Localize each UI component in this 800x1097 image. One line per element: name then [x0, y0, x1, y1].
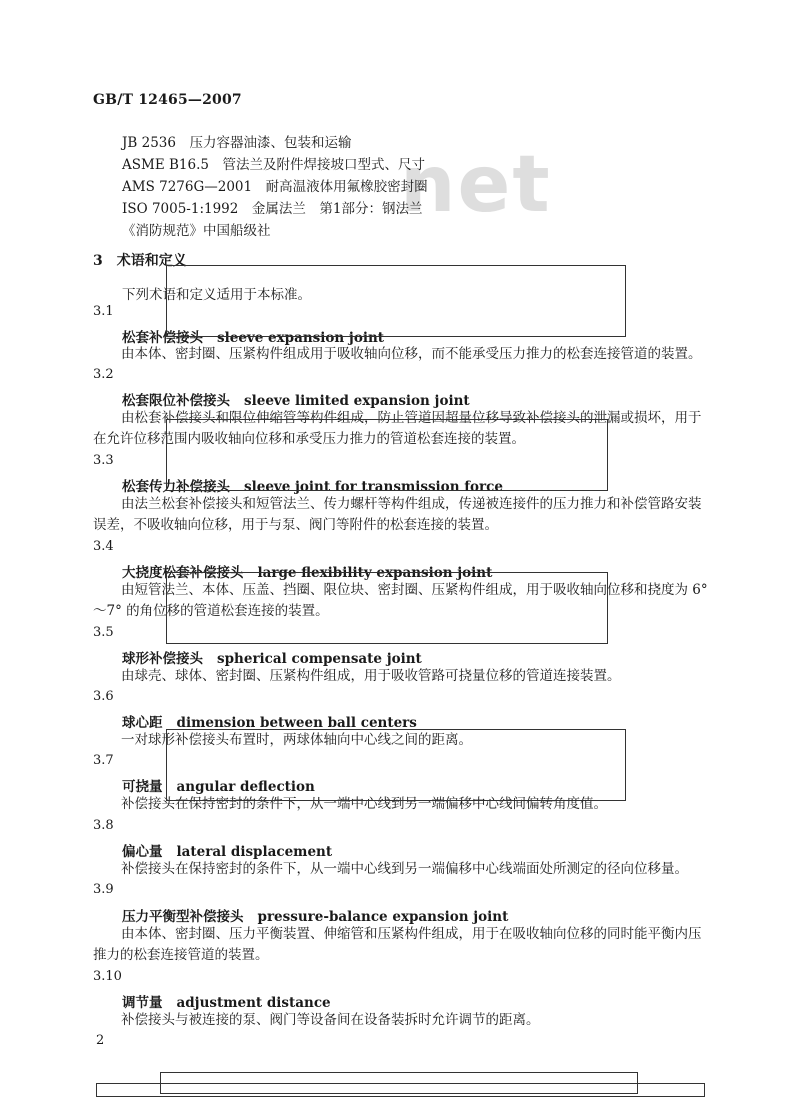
- term-number: 3.7: [93, 753, 114, 768]
- term-number: 3.6: [93, 689, 114, 704]
- term-en: sleeve limited expansion joint: [244, 393, 470, 409]
- section-intro: 下列术语和定义适用于本标准。: [122, 287, 311, 303]
- term-zh: 松套传力补偿接头: [122, 479, 230, 495]
- watermark-box: [166, 419, 608, 491]
- term-en: dimension between ball centers: [176, 715, 417, 731]
- term-definition: 一对球形补偿接头布置时，两球体轴向中心线之间的距离。: [121, 732, 472, 748]
- term-zh: 球心距: [122, 715, 163, 731]
- term-en: sleeve expansion joint: [217, 330, 384, 346]
- term-number: 3.5: [93, 625, 114, 640]
- term-zh: 调节量: [122, 995, 163, 1011]
- term-zh: 偏心量: [122, 844, 163, 860]
- term-en: lateral displacement: [176, 844, 333, 860]
- term-definition: 由本体、密封圈、压紧构件组成用于吸收轴向位移，而不能承受压力推力的松套连接管道的装置。: [121, 346, 702, 362]
- term-number: 3.2: [93, 367, 114, 382]
- term-definition: 由本体、密封圈、压力平衡装置、伸缩管和压紧构件组成，用于在吸收轴向位移的同时能平衡内压推力的松套连接管道的装置。: [93, 926, 702, 963]
- term-number: 3.9: [93, 882, 114, 897]
- term-zh: 松套限位补偿接头: [122, 393, 230, 409]
- term-title: [122, 991, 331, 1011]
- term-zh: 可挠量: [122, 779, 163, 795]
- term-zh: 压力平衡型补偿接头: [122, 909, 244, 925]
- term-definition: 由法兰松套补偿接头和短管法兰、传力螺杆等构件组成，传递被连接件的压力推力和补偿管路安装误差，不吸收轴向位移，用于与泵、阀门等附件的松套连接的装置。: [93, 496, 702, 533]
- bottom-frame-inner: [160, 1072, 638, 1094]
- watermark-box: [166, 265, 626, 337]
- term-definition: 由球壳、球体、密封圈、压紧构件组成，用于吸收管路可挠量位移的管道连接装置。: [121, 668, 621, 684]
- term-number: 3.8: [93, 818, 114, 833]
- watermark-box: [166, 729, 626, 801]
- term-title: [122, 905, 508, 925]
- term-number: 3.1: [93, 304, 114, 319]
- term-title: [122, 389, 470, 409]
- section-title: 3 术语和定义: [93, 253, 187, 269]
- standard-code-header: GB/T 12465—2007: [93, 92, 242, 108]
- term-en: large flexibility expansion joint: [257, 565, 493, 581]
- term-en: sleeve joint for transmission force: [244, 479, 503, 495]
- term-en: pressure-balance expansion joint: [257, 909, 509, 925]
- term-title: [122, 840, 332, 860]
- term-zh: 球形补偿接头: [122, 651, 203, 667]
- term-number: 3.3: [93, 453, 114, 468]
- watermark-text: net: [400, 140, 552, 230]
- page-number: 2: [96, 1033, 105, 1048]
- term-zh: 大挠度松套补偿接头: [122, 565, 244, 581]
- reference-item: ASME B16.5 管法兰及附件焊接坡口型式、尺寸: [122, 157, 425, 173]
- term-title: [122, 711, 417, 731]
- watermark-box: [166, 572, 608, 644]
- term-en: angular deflection: [176, 779, 315, 795]
- term-en: adjustment distance: [176, 995, 331, 1011]
- term-zh: 松套补偿接头: [122, 330, 203, 346]
- term-definition: 补偿接头与被连接的泵、阀门等设备间在设备装拆时允许调节的距离。: [121, 1012, 540, 1028]
- reference-item: AMS 7276G—2001 耐高温液体用氟橡胶密封圈: [122, 179, 428, 195]
- reference-item: ISO 7005-1:1992 金属法兰 第1部分：钢法兰: [122, 201, 423, 217]
- term-definition: 补偿接头在保持密封的条件下，从一端中心线到另一端偏移中心线间偏转角度值。: [121, 796, 607, 812]
- term-definition: 补偿接头在保持密封的条件下，从一端中心线到另一端偏移中心线端面处所测定的径向位移量。: [121, 861, 688, 877]
- term-title: [122, 647, 422, 667]
- term-en: spherical compensate joint: [217, 651, 422, 667]
- term-definition: 由松套补偿接头和限位伸缩管等构件组成，防止管道因超量位移导致补偿接头的泄漏或损坏，用于在允许位移范围内吸收轴向位移和承受压力推力的管道松套连接的装置。: [93, 410, 702, 447]
- term-number: 3.10: [93, 969, 122, 984]
- term-number: 3.4: [93, 539, 114, 554]
- reference-item: JB 2536 压力容器油漆、包装和运输: [122, 135, 352, 151]
- term-definition: 由短管法兰、本体、压盖、挡圈、限位块、密封圈、压紧构件组成，用于吸收轴向位移和挠度为 6°～7° 的角位移的管道松套连接的装置。: [93, 582, 708, 619]
- reference-item: 《消防规范》中国船级社: [122, 223, 271, 239]
